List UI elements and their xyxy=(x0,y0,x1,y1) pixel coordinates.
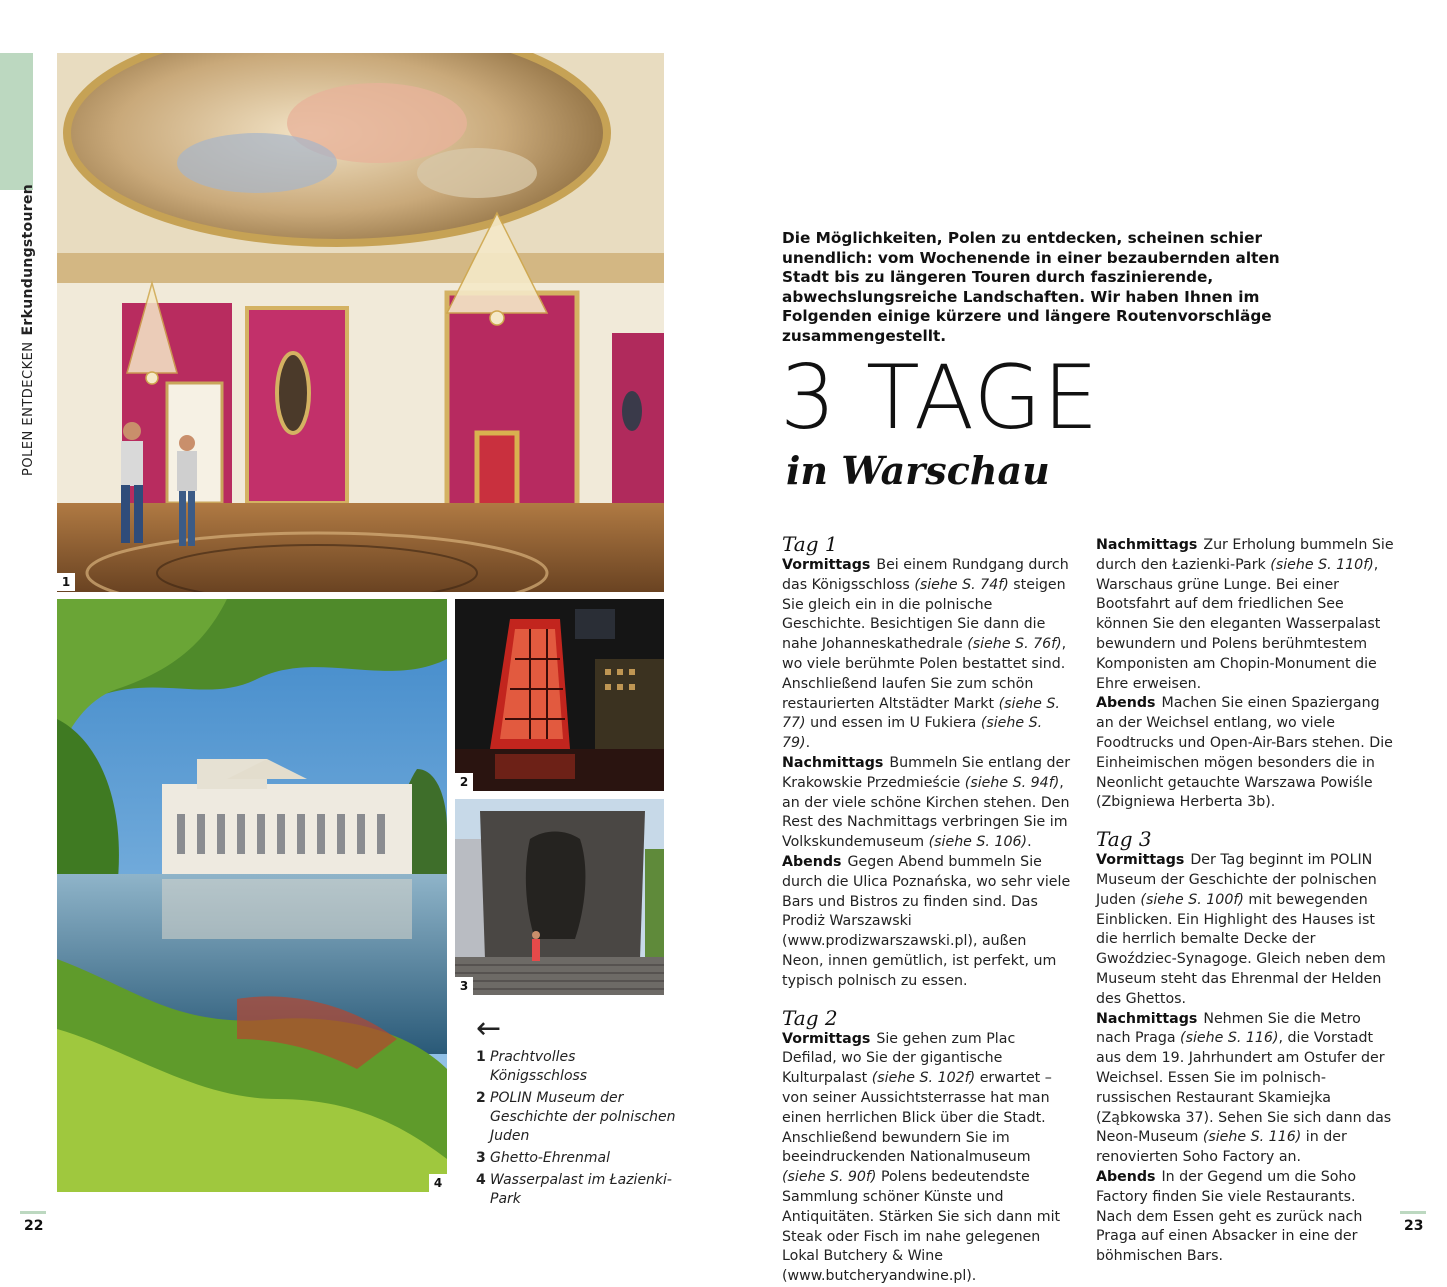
text: Sie gehen zum Plac Defilad, wo Sie der gigantische Kulturpalast xyxy=(782,1030,1016,1087)
page-ref: (siehe S. 77) xyxy=(782,695,1060,732)
page-ref: (siehe S. 79) xyxy=(782,715,1043,752)
page-ref: (siehe S. 100f) xyxy=(1140,891,1244,908)
time-label: Vormittags xyxy=(782,557,871,573)
tag2-nachmittags xyxy=(1096,536,1394,694)
photo-number-3: 3 xyxy=(455,977,473,995)
text: Bummeln Sie entlang der Krakowskie Przedmieście xyxy=(782,754,1071,791)
page-ref: (siehe S. 106) xyxy=(928,834,1028,851)
caption-arrow-icon: ← xyxy=(476,1011,502,1046)
time-label: Abends xyxy=(1096,695,1156,712)
page-ref: (siehe S. 94f) xyxy=(964,774,1060,791)
page-ref: (siehe S. 102f) xyxy=(871,1070,976,1087)
text: . xyxy=(1027,834,1032,851)
page-number-bar-left xyxy=(20,1211,46,1214)
itinerary-column-2 xyxy=(1096,536,1394,1267)
photo-number-1: 1 xyxy=(57,573,75,591)
tag3-vormittags xyxy=(1096,851,1394,1009)
caption-number: 1 xyxy=(476,1049,486,1065)
photo-polin-museum-image xyxy=(455,599,664,791)
photo-water-palace xyxy=(57,599,447,1192)
page-ref: (siehe S. 74f) xyxy=(914,576,1009,593)
tag1-nachmittags xyxy=(782,754,1072,853)
caption-text: Ghetto-Ehrenmal xyxy=(490,1150,610,1166)
photo-royal-castle-image xyxy=(57,53,664,592)
tag3-nachmittags xyxy=(1096,1010,1394,1168)
tag1-vormittags xyxy=(782,556,1072,754)
caption-number: 3 xyxy=(476,1150,486,1166)
text: Der Tag beginnt im POLIN Museum der Geschichte der polnischen Juden xyxy=(1096,852,1377,908)
page-subtitle: in Warschau xyxy=(786,448,1050,493)
text: , wo viele berühmte Polen bestattet sind. Anschließend laufen Sie zum schön restaurierten Altstädter Markt xyxy=(782,636,1067,712)
text: Machen Sie einen Spaziergang an der Weichsel entlang, wo viele Foodtrucks und Open-Air-Bars stehen. Die Einheimischen mögen besonders die in Neonlicht getauchte Warszawa Powiśle (Zbigniewa Herberta 3b). xyxy=(1096,695,1393,811)
time-label: Abends xyxy=(1096,1168,1156,1185)
page-number-right: 23 xyxy=(1404,1218,1424,1234)
caption-number: 4 xyxy=(476,1172,486,1188)
text: und essen im U Fukiera xyxy=(805,715,981,732)
photo-ghetto-monument-image xyxy=(455,799,664,995)
text: Zur Erholung bummeln Sie durch den Łazienki-Park xyxy=(1096,537,1394,573)
section-color-tab xyxy=(0,53,33,190)
caption-text: Wasserpalast im Łazienki-Park xyxy=(490,1172,672,1207)
time-label: Vormittags xyxy=(1096,852,1185,869)
text: Nehmen Sie die Metro nach Praga xyxy=(1096,1010,1361,1047)
photo-number-2: 2 xyxy=(455,773,473,791)
text: , Warschaus grüne Lunge. Bei einer Bootsfahrt auf dem friedlichen See können Sie den eleganten Wasserpalast bewundern und Polens berühmtestem Komponisten am Chopin-Monument die Ehre erweisen. xyxy=(1096,556,1381,692)
text: steigen Sie gleich ein in die polnische Geschichte. Besichtigen Sie dann die nahe Johanneskathedrale xyxy=(782,576,1066,653)
text: , an der viele schöne Kirchen stehen. Den Rest des Nachmittags verbringen Sie im Volkskundemuseum xyxy=(782,774,1070,851)
photo-water-palace-image xyxy=(57,599,447,1192)
photo-polin-museum xyxy=(455,599,664,791)
tag1-abends xyxy=(782,853,1072,992)
caption-text: POLIN Museum der Geschichte der polnischen Juden xyxy=(490,1090,676,1144)
caption-3 xyxy=(476,1149,676,1168)
day-heading-3: Tag 3 xyxy=(1096,827,1152,852)
text: Polens bedeutendste Sammlung schöner Künste und Antiquitäten. Stärken Sie sich dann mit Steak oder Fisch im nahe gelegenen Lokal Butchery & Wine (www.butcheryandwine.pl). xyxy=(782,1169,1061,1285)
text: , die Vorstadt aus dem 19. Jahrhundert am Ostufer der Weichsel. Essen Sie im polnisch-russischen Restaurant Skamiejka (Ząbkowska 37). Sehen Sie sich dann das Neon-Museum xyxy=(1096,1030,1392,1146)
page-ref: (siehe S. 116) xyxy=(1202,1129,1302,1146)
intro-paragraph: Die Möglichkeiten, Polen zu entdecken, scheinen schier unendlich: vom Wochenende in einer bezaubernden alten Stadt bis zu längeren Touren durch faszinierende, abwechslungsreiche Landschaften. Wir haben Ihnen im Folgenden einige kürzere und längere Routenvorschläge zusammengestellt. xyxy=(782,229,1280,345)
page-ref: (siehe S. 116) xyxy=(1180,1030,1279,1047)
page-ref: (siehe S. 110f) xyxy=(1270,556,1374,573)
text: in der renovierten Soho Factory an. xyxy=(1096,1129,1347,1166)
photo-number-4: 4 xyxy=(429,1174,447,1192)
day-heading-1: Tag 1 xyxy=(782,532,838,556)
photo-royal-castle xyxy=(57,53,664,592)
tag3-abends xyxy=(1096,1168,1394,1267)
page-ref: (siehe S. 90f) xyxy=(782,1169,877,1186)
time-label: Vormittags xyxy=(782,1030,871,1047)
subsection-name: Erkundungstouren xyxy=(20,184,36,336)
caption-1 xyxy=(476,1048,676,1086)
day-heading-2: Tag 2 xyxy=(782,1005,838,1030)
page-title: 3 TAGE xyxy=(780,346,1100,449)
time-label: Nachmittags xyxy=(782,754,884,771)
page-ref: (siehe S. 76f) xyxy=(967,636,1062,653)
itinerary-column-1 xyxy=(782,532,1072,1287)
tag2-vormittags xyxy=(782,1030,1072,1287)
caption-4 xyxy=(476,1171,676,1209)
photo-captions xyxy=(476,1048,676,1212)
text: Gegen Abend bummeln Sie durch die Ulica Poznańska, wo sehr viele Bars und Bistros zu finden sind. Das Prodiż Warszawski (www.prodizwarszawski.pl), außen Neon, innen gemütlich, ist perfekt, um typisch polnisch zu essen. xyxy=(782,853,1071,989)
text: . xyxy=(805,735,811,752)
time-label: Nachmittags xyxy=(1096,1010,1198,1027)
page-number-bar-right xyxy=(1400,1211,1426,1214)
photo-ghetto-monument xyxy=(455,799,664,995)
section-label xyxy=(20,184,36,476)
caption-number: 2 xyxy=(476,1090,486,1106)
text: In der Gegend um die Soho Factory finden Sie viele Restaurants. Nach dem Essen geht es zurück nach Praga auf einen Absacker in eine der böhmischen Bars. xyxy=(1096,1168,1363,1265)
time-label: Nachmittags xyxy=(1096,537,1198,553)
page-number-left: 22 xyxy=(24,1218,44,1234)
text: erwartet – von seiner Aussichtsterrasse hat man einen herrlichen Blick über die Stadt. Anschließend bewundern Sie im beeindruckenden Nationalmuseum xyxy=(782,1070,1052,1166)
caption-text: Prachtvolles Königsschloss xyxy=(490,1049,588,1084)
text: mit bewegenden Einblicken. Ein Highlight des Hauses ist die herrlich bemalte Decke der Gwoździec-Synagoge. Gleich neben dem Museum steht das Ehrenmal der Helden des Ghettos. xyxy=(1096,891,1386,1007)
tag2-abends xyxy=(1096,694,1394,813)
caption-2 xyxy=(476,1089,676,1146)
section-name: POLEN ENTDECKEN xyxy=(21,341,36,476)
time-label: Abends xyxy=(782,853,842,870)
text: Bei einem Rundgang durch das Königsschloss xyxy=(782,557,1069,593)
